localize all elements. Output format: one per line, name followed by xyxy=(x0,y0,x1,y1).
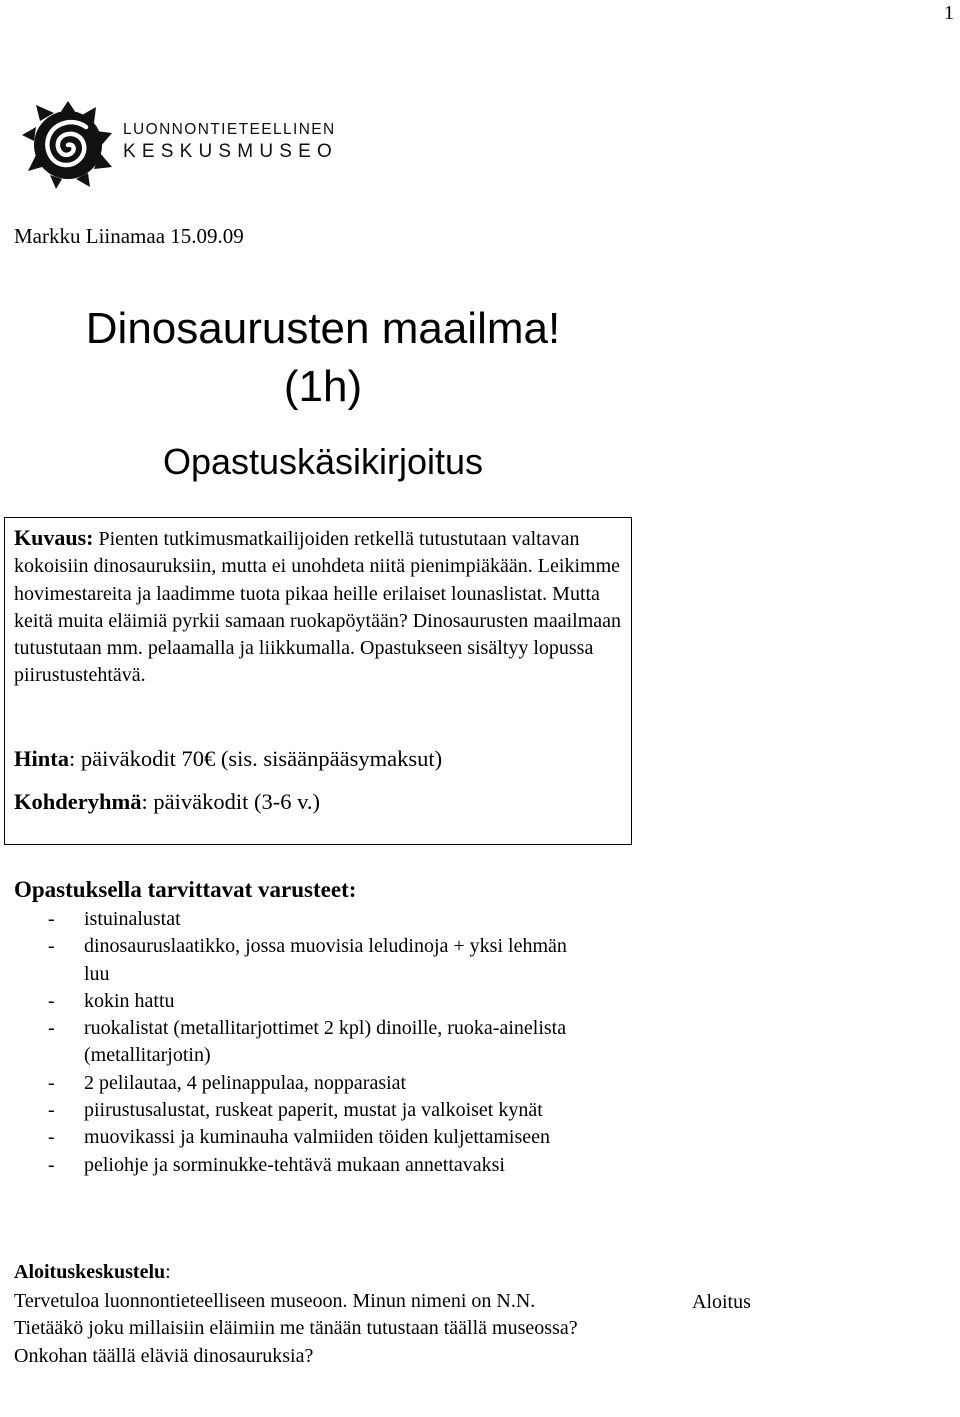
equipment-heading: Opastuksella tarvittavat varusteet: xyxy=(14,877,357,902)
intro-heading xyxy=(14,1261,171,1284)
list-item-text: kokin hattu xyxy=(84,989,175,1012)
list-item xyxy=(14,988,594,1015)
intro-heading-colon: : xyxy=(165,1261,171,1283)
list-dash: - xyxy=(48,1099,55,1122)
museum-logo xyxy=(20,100,338,190)
target-group-label: Kohderyhmä xyxy=(14,789,142,814)
intro-heading-label: Aloituskeskustelu xyxy=(14,1261,166,1283)
list-dash: - xyxy=(48,1071,55,1094)
list-dash: - xyxy=(48,908,55,930)
list-dash: - xyxy=(48,1017,55,1040)
intro-text xyxy=(14,1288,589,1370)
target-group-line xyxy=(14,789,320,815)
list-dash: - xyxy=(48,1153,55,1176)
intro-line: Tietääkö joku millaisiin eläimiin me tänään tutustaan täällä museossa? xyxy=(14,1317,578,1340)
description-label: Kuvaus: xyxy=(14,525,94,550)
list-item xyxy=(14,1124,594,1151)
intro-line: Tervetuloa luonnontieteelliseen museoon. Minun nimeni on N.N. xyxy=(14,1290,536,1312)
list-dash: - xyxy=(48,989,55,1012)
list-item xyxy=(14,906,594,933)
list-item-text: peliohje ja sorminukke-tehtävä mukaan annettavaksi xyxy=(84,1153,505,1176)
description-text xyxy=(14,524,626,690)
list-item xyxy=(14,1070,594,1097)
price-label: Hinta xyxy=(14,746,70,771)
page-number: 1 xyxy=(944,2,954,24)
title-line2: (1h) xyxy=(283,362,363,411)
list-item-text: ruokalistat (metallitarjottimet 2 kpl) dinoille, ruoka-ainelista (metallitarjotin) xyxy=(84,1017,567,1067)
equipment-list xyxy=(14,906,594,1179)
page-title xyxy=(0,300,646,416)
author-date-line: Markku Liinamaa 15.09.09 xyxy=(14,224,244,248)
description-body: Pienten tutkimusmatkailijoiden retkellä tutustutaan valtavan kokoisiin dinosauruksiin, mutta ei unohdeta niitä pienimpiäkään. Leikimme hovimestareita ja laadimme tuota pikaa heille erilaiset lounaslistat. Mutta keitä muita eläimiä pyrkii samaan ruokapöytään? Dinosaurusten maailmaan tutustutaan mm. pelaamalla ja liikkumalla. Opastukseen sisältyy lopussa piirustustehtävä. xyxy=(14,528,622,687)
intro-line: Onkohan täällä eläviä dinosauruksia? xyxy=(14,1344,314,1367)
list-dash: - xyxy=(48,1126,55,1149)
price-line xyxy=(14,746,442,772)
page-subtitle: Opastuskäsikirjoitus xyxy=(162,441,484,482)
list-item xyxy=(14,1015,594,1070)
list-item-text: dinosauruslaatikko, jossa muovisia leludinoja + yksi lehmän luu xyxy=(84,935,567,985)
description-box xyxy=(4,517,632,845)
target-group-value: : päiväkodit (3-6 v.) xyxy=(141,789,321,814)
list-item xyxy=(14,1152,594,1179)
list-item-text: piirustusalustat, ruskeat paperit, mustat ja valkoiset kynät xyxy=(84,1099,543,1122)
list-item-text: muovikassi ja kuminauha valmiiden töiden kuljettamiseen xyxy=(84,1126,551,1149)
list-item xyxy=(14,933,594,988)
list-dash: - xyxy=(48,935,55,958)
logo-text-line1: LUONNONTIETEELLINEN xyxy=(123,121,336,138)
list-item-text: istuinalustat xyxy=(84,908,181,930)
spiral-logo-icon xyxy=(20,100,116,190)
title-line1: Dinosaurusten maailma! xyxy=(85,304,561,353)
logo-text-line2: KESKUSMUSEO xyxy=(123,141,338,162)
side-note-label: Aloitus xyxy=(692,1291,751,1313)
price-value: : päiväkodit 70€ (sis. sisäänpääsymaksut) xyxy=(69,746,443,771)
list-item xyxy=(14,1097,594,1124)
list-item-text: 2 pelilautaa, 4 pelinappulaa, nopparasiat xyxy=(84,1071,407,1094)
